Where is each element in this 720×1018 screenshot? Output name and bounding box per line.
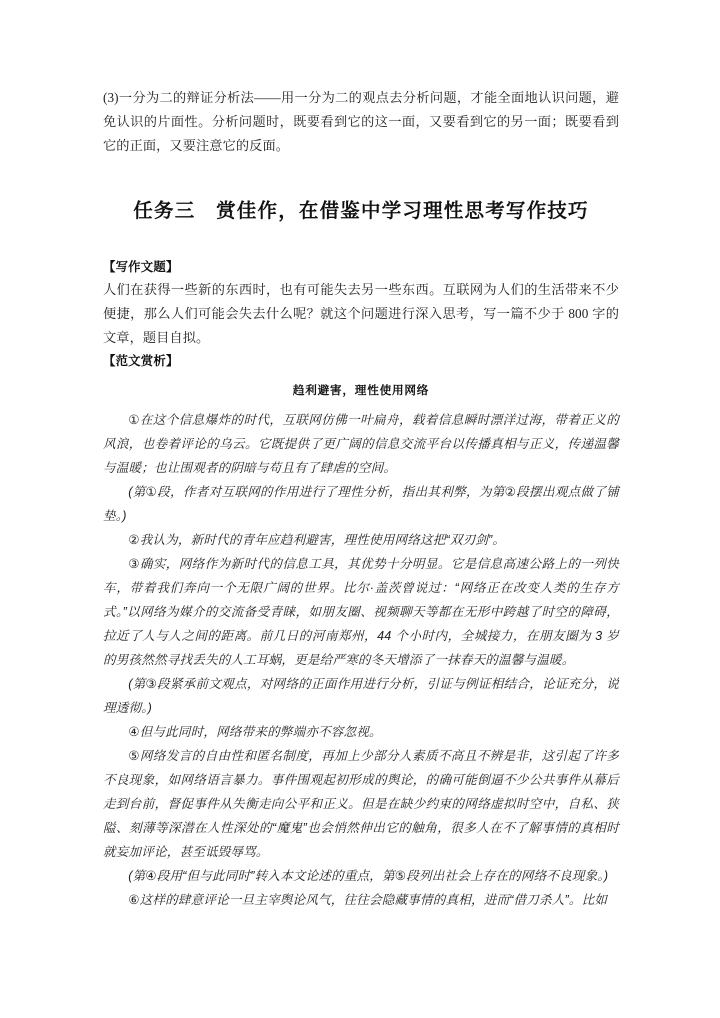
essay-paragraph: ⑤网络发言的自由性和匿名制度，再加上少部分人素质不高且不辨是非，这引起了许多不良现象，如网络语言暴力。事件围观起初形成的舆论，的确可能倒逼不少公共事件从幕后走到台前，督促事件从失衡走向公平和正义。但是在缺少约束的网络虚拟时空中，自私、狭隘、刻薄等深潜在人性深处的“魔鬼”也会悄然伸出它的触角，很多人在不了解事情的真相时就妄加评论，甚至诋毁辱骂。 <box>103 749 619 859</box>
writing-prompt-body: 人们在获得一些新的东西时，也有可能失去另一些东西。互联网为人们的生活带来不少便捷，那么人们可能会失去什么呢？就这个问题进行深入思考，写一篇不少于 800 字的文章，题目自拟。 <box>103 282 619 345</box>
essay-annotation: (第④段用“但与此同时”转入本文论述的重点，第⑤段列出社会上存在的网络不良现象。) <box>128 869 609 883</box>
essay-paragraph-list <box>103 408 619 912</box>
model-essay-label: 【范文赏析】 <box>103 354 179 368</box>
essay-annotation: (第③段紧承前文观点，对网络的正面作用进行分析，引证与例证相结合，论证充分，说理透彻。) <box>103 677 619 715</box>
paragraph-dialectical-analysis: (3)一分为二的辩证分析法——用一分为二的观点去分析问题，才能全面地认识问题，避免认识的片面性。分析问题时，既要看到它的这一面，又要看到它的另一面；既要看到它的正面，又要注意它的反面。 <box>103 90 619 153</box>
page-content <box>103 86 619 912</box>
page-title: 任务三 赏佳作，在借鉴中学习理性思考写作技巧 <box>133 201 589 222</box>
writing-prompt-label: 【写作文题】 <box>103 260 179 274</box>
top-section <box>103 86 619 158</box>
essay-paragraph: ①在这个信息爆炸的时代，互联网仿佛一叶扁舟，载着信息瞬时漂洋过海，带着正义的风浪，也卷着评论的乌云。它既提供了更广阔的信息交流平台以传播真相与正义，传递温馨与温暖；也让围观者的阴暗与苟且有了肆虐的空间。 <box>103 413 619 475</box>
essay-paragraph: ②我认为，新时代的青年应趋利避害，理性使用网络这把“双刃剑”。 <box>128 533 506 547</box>
essay-title: 趋利避害，理性使用网络 <box>292 384 430 397</box>
essay-paragraph: ④但与此同时，网络带来的弊端亦不容忽视。 <box>128 725 382 739</box>
essay-annotation: (第①段，作者对互联网的作用进行了理性分析，指出其利弊，为第②段摆出观点做了铺垫。) <box>103 485 619 523</box>
essay-title-wrap <box>103 380 619 402</box>
essay-paragraph: ⑥这样的肆意评论一旦主宰舆论风气，往往会隐藏事情的真相，进而“借刀杀人”。比如 <box>128 893 608 907</box>
model-essay-section <box>103 350 619 912</box>
essay-paragraph: ③确实，网络作为新时代的信息工具，其优势十分明显。它是信息高速公路上的一列快车，带着我们奔向一个无限广阔的世界。比尔·盖茨曾说过：“网络正在改变人类的生存方式。”以网络为媒介的交流备受青睐，如朋友圈、视频聊天等都在无形中跨越了时空的障碍，拉近了人与人之间的距离。前几日的河南郑州，44 个小时内，全城接力，在朋友圈为 3 岁的男孩然然寻找丢失的人工耳蜗，更是给严寒的冬天增添了一抹春天的温馨与温暖。 <box>103 557 619 667</box>
task-heading-wrap <box>103 195 619 223</box>
writing-prompt-section <box>103 256 619 350</box>
